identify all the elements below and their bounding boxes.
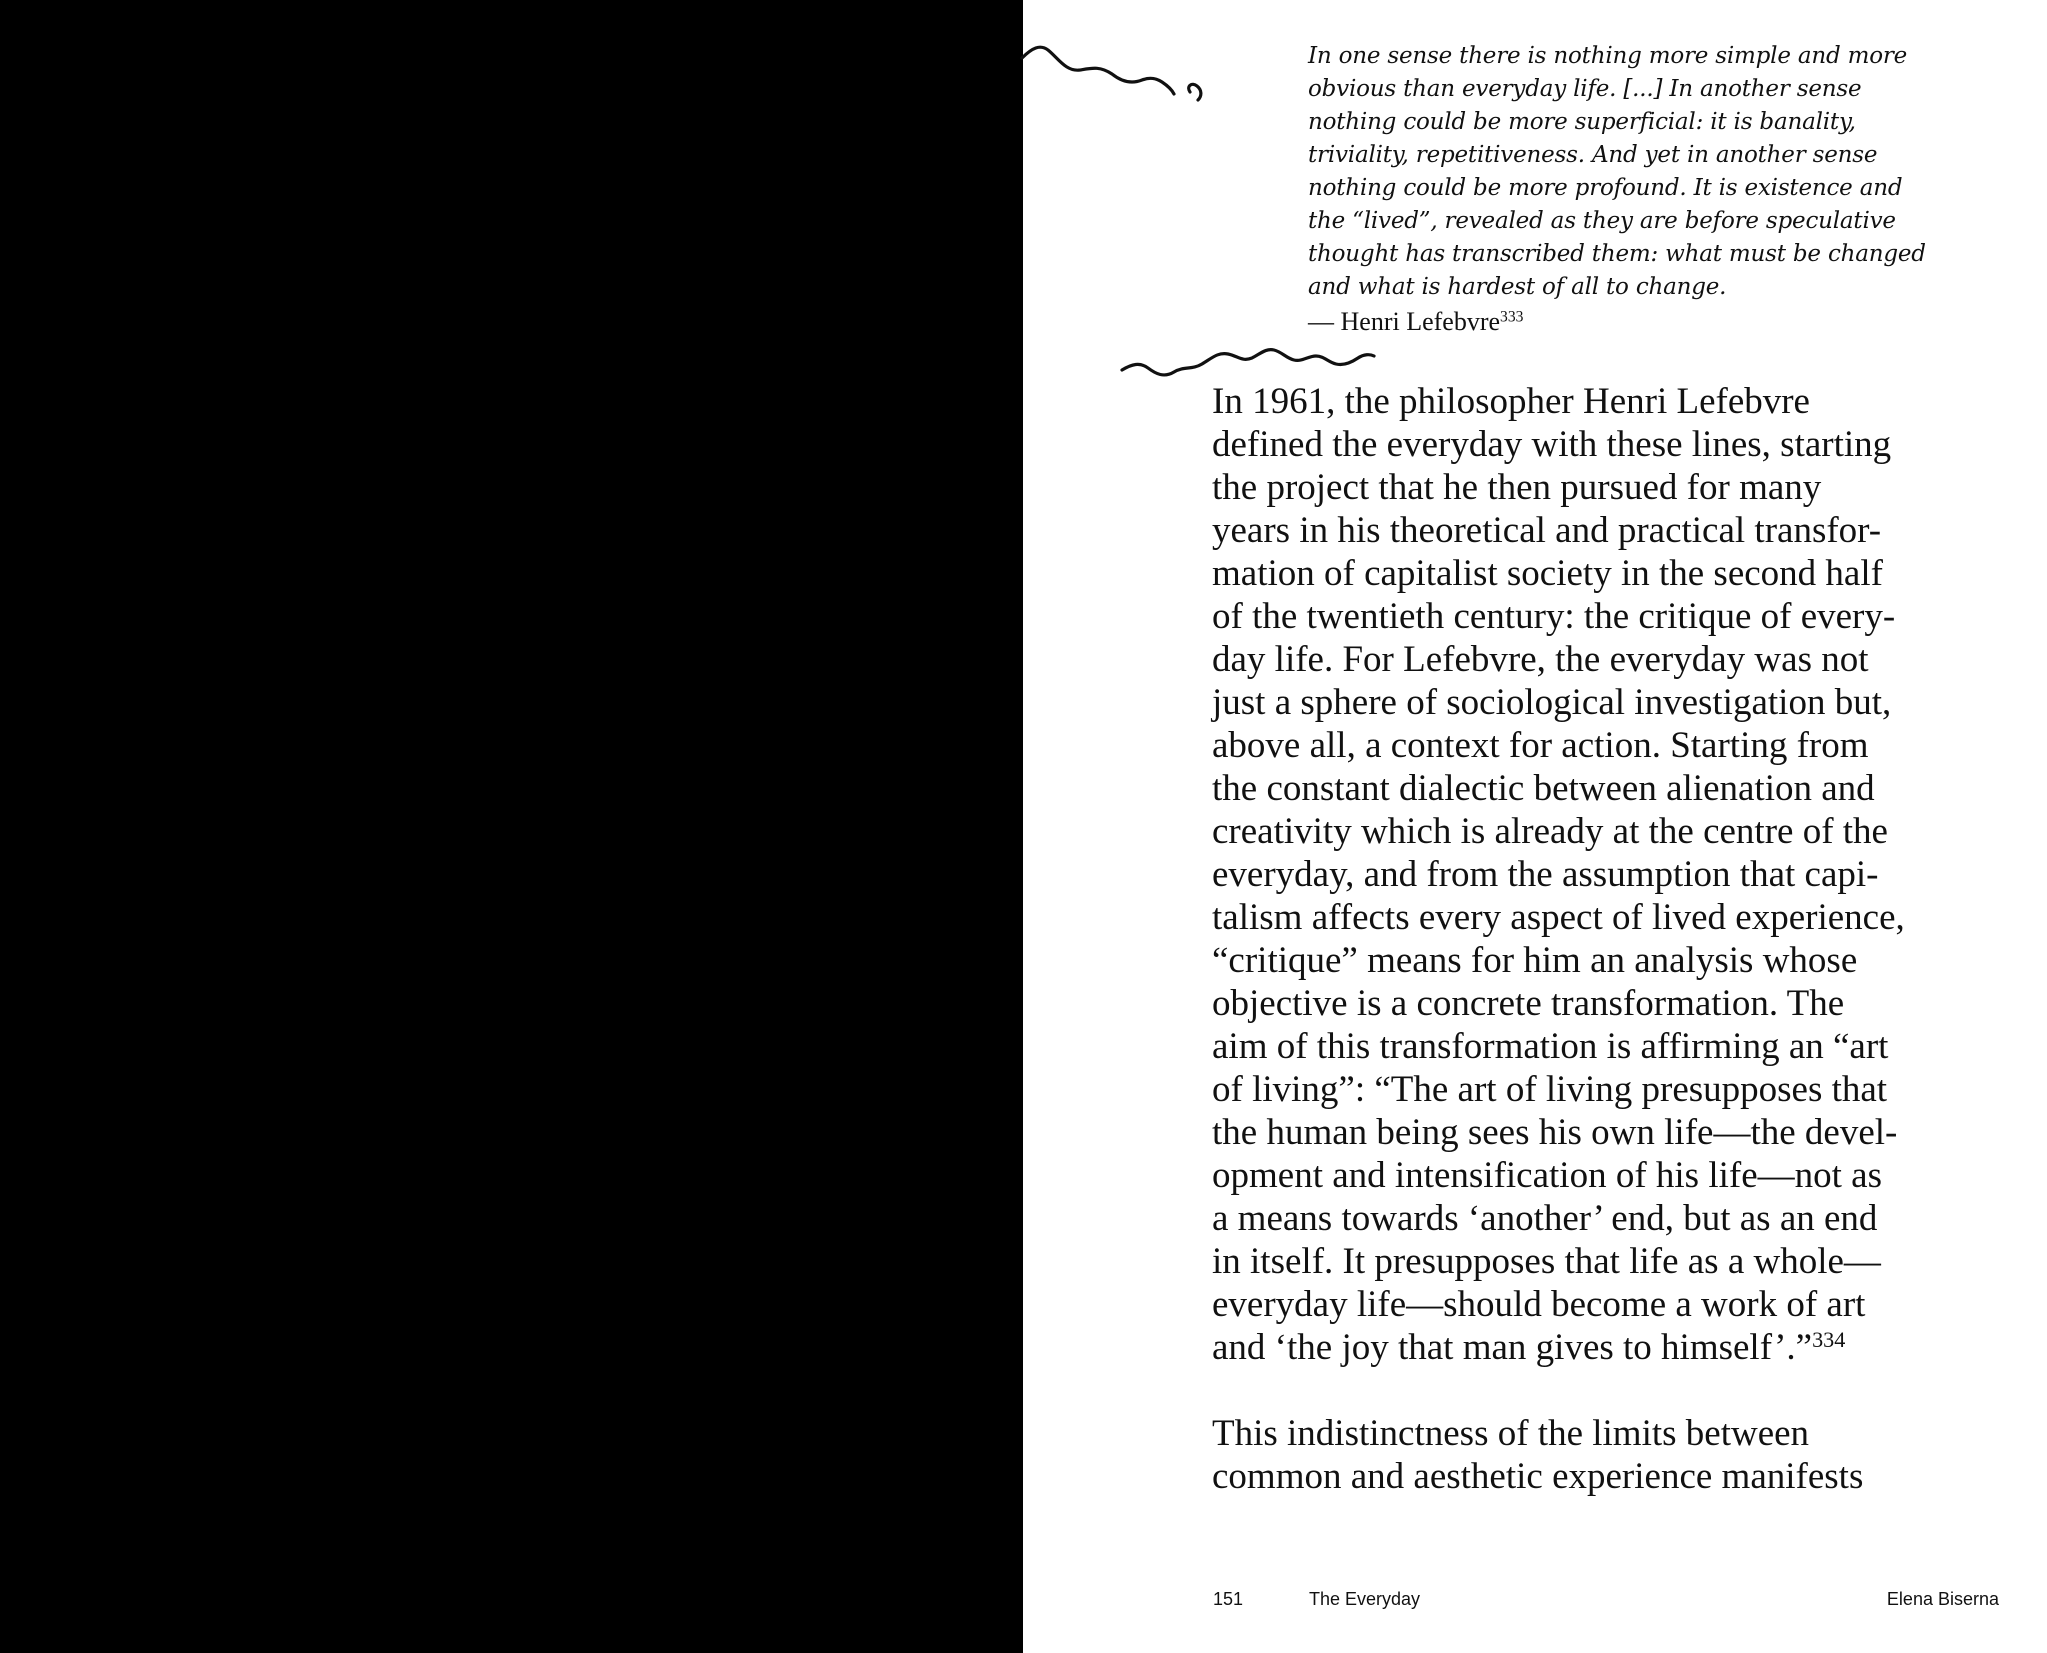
attribution-text: — Henri Lefebvre [1308,307,1501,336]
epigraph-line: In one sense there is nothing more simple and more [1308,43,1908,69]
body-line: the constant dialectic between alienation and [1212,768,1875,809]
epigraph-line: nothing could be more superficial: it is banality, [1308,109,1856,135]
body-line: in itself. It presupposes that life as a whole— [1212,1241,1881,1282]
body-line: a means towards ‘another’ end, but as an end [1212,1198,1878,1239]
body-line: opment and intensification of his life—not as [1212,1155,1882,1196]
body-line [1212,1326,2012,1369]
body-line: mation of capitalist society in the second half [1212,553,1883,594]
paragraph-gap [1212,1369,2012,1412]
body-text [1212,380,2012,1498]
body-line: In 1961, the philosopher Henri Lefebvre [1212,381,1810,422]
body-line: common and aesthetic experience manifests [1212,1456,1864,1497]
running-head-author: Elena Biserna [1886,1589,1999,1609]
left-page-black [0,0,1023,1653]
body-line: everyday, and from the assumption that capi- [1212,854,1879,895]
body-line: of the twentieth century: the critique of every- [1212,596,1896,637]
epigraph-line: the “lived”, revealed as they are before speculative [1308,208,1896,234]
epigraph-line: thought has transcribed them: what must be changed [1308,241,1926,267]
body-line: “critique” means for him an analysis whose [1212,940,1858,981]
epigraph-line: nothing could be more profound. It is existence and [1308,175,1903,201]
footnote-ref-333[interactable]: 333 [1500,308,1524,326]
body-line: creativity which is already at the centre of the [1212,811,1888,852]
epigraph-attribution [1308,305,1523,339]
body-line: day life. For Lefebvre, the everyday was not [1212,639,1869,680]
body-line: the project that he then pursued for many [1212,467,1822,508]
body-line: This indistinctness of the limits between [1212,1413,1810,1454]
body-line-text: and ‘the joy that man gives to himself’.” [1212,1327,1813,1368]
body-line: defined the everyday with these lines, starting [1212,424,1892,465]
body-line: above all, a context for action. Starting from [1212,725,1869,766]
running-head-section-title: The Everyday [1309,1589,1421,1609]
footnote-ref-334[interactable]: 334 [1812,1326,1846,1352]
body-line: of living”: “The art of living presupposes that [1212,1069,1888,1110]
body-line: years in his theoretical and practical transfor- [1212,510,1882,551]
body-line: everyday life—should become a work of art [1212,1284,1866,1325]
body-line: the human being sees his own life—the devel- [1212,1112,1898,1153]
epigraph-line: triviality, repetitiveness. And yet in another sense [1308,142,1878,168]
page-number: 151 [1213,1589,1244,1609]
body-line: talism affects every aspect of lived experience, [1212,897,1905,938]
squiggle-top-decoration [1022,40,1202,110]
body-line: objective is a concrete transformation. The [1212,983,1845,1024]
body-line: just a sphere of sociological investigation but, [1212,682,1892,723]
epigraph-line: obvious than everyday life. [...] In another sense [1308,76,1862,102]
epigraph-line: and what is hardest of all to change. [1308,274,1727,300]
epigraph-quote [1308,40,1948,304]
body-line: aim of this transformation is affirming an “art [1212,1026,1889,1067]
